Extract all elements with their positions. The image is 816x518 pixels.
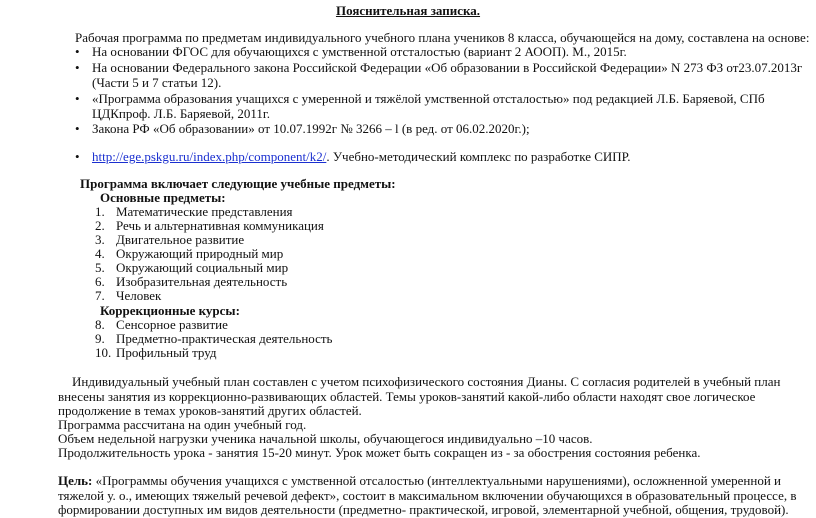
intro-paragraph: Рабочая программа по предметам индивидуального учебного плана учеников 8 класса, обучающейся на дому, составлена на основе: — [75, 30, 810, 45]
list-item: 5. Окружающий социальный мир — [95, 260, 289, 275]
list-item: 1. Математические представления — [95, 204, 293, 219]
subjects-heading: Программа включает следующие учебные предметы: — [80, 176, 396, 191]
bullet-icon: • — [75, 121, 80, 136]
list-item: • Закона РФ «Об образовании» от 10.07.1992г № 3266 – l (в ред. от 06.02.2020г.); — [75, 121, 530, 136]
list-item: 3. Двигательное развитие — [95, 232, 245, 247]
duration-line: Программа рассчитана на один учебный год. — [58, 417, 307, 432]
main-subjects-heading: Основные предметы: — [100, 190, 226, 205]
goal-paragraph: Цель: «Программы обучения учащихся с умственной отсалостью (интеллектуальными нарушениями), осложненной умеренной и тяжелой у. о., имеющих тяжелый речевой дефект», состоит в максимальном включении обучающихся в образовательный процессе, в формировании доступных им видов деятельности (предметно- практической, игровой, элементарной учебной, общения, трудовой). — [58, 473, 797, 517]
list-item: 8. Сенсорное развитие — [95, 317, 228, 332]
list-item: 6. Изобразительная деятельность — [95, 274, 288, 289]
list-item: 7. Человек — [95, 288, 162, 303]
list-item: • http://ege.pskgu.ru/index.php/component/k2/. Учебно-методический комплекс по разработке СИПР. — [75, 149, 631, 164]
bullet-icon: • — [75, 60, 80, 75]
document-title: Пояснительная записка. — [335, 3, 481, 18]
sipr-link[interactable]: http://ege.pskgu.ru/index.php/component/k2/ — [92, 149, 327, 164]
bullet-icon: • — [75, 44, 80, 59]
list-item: 4. Окружающий природный мир — [95, 246, 284, 261]
list-item: • На основании Федерального закона Российской Федерации «Об образовании в Российской Федерации» N 273 ФЗ от23.07.2013г (Части 5 и 7 статьи 12). — [75, 60, 803, 90]
list-item: 9. Предметно-практическая деятельность — [95, 331, 333, 346]
list-item: • На основании ФГОС для обучающихся с умственной отсталостью (вариант 2 АООП). М., 2015г. — [75, 44, 627, 59]
list-item: 2. Речь и альтернативная коммуникация — [95, 218, 324, 233]
list-item: 10. Профильный труд — [95, 345, 217, 360]
plan-paragraph: Индивидуальный учебный план составлен с учетом психофизического состояния Дианы. С согласия родителей в учебный план внесены занятия из коррекционно-развивающих областей. Темы уроков-занятий какой-либо области находят свое логическое продолжение в темах уроков-занятий других областей. — [58, 374, 781, 418]
correction-heading: Коррекционные курсы: — [100, 303, 240, 318]
load-line: Объем недельной нагрузки ученика начальной школы, обучающегося индивидуально –10 часов. — [58, 431, 593, 446]
bullet-icon: • — [75, 149, 80, 164]
lesson-line: Продолжительность урока - занятия 15-20 минут. Урок может быть сокращен из - за обострения состояния ребенка. — [58, 445, 701, 460]
list-item: • «Программа образования учащихся с умеренной и тяжёлой умственной отсталостью» под редакцией Л.Б. Баряевой, СПб ЦДКпроф. Л.Б. Баряевой, 2011г. — [75, 91, 765, 121]
bullet-icon: • — [75, 91, 80, 106]
